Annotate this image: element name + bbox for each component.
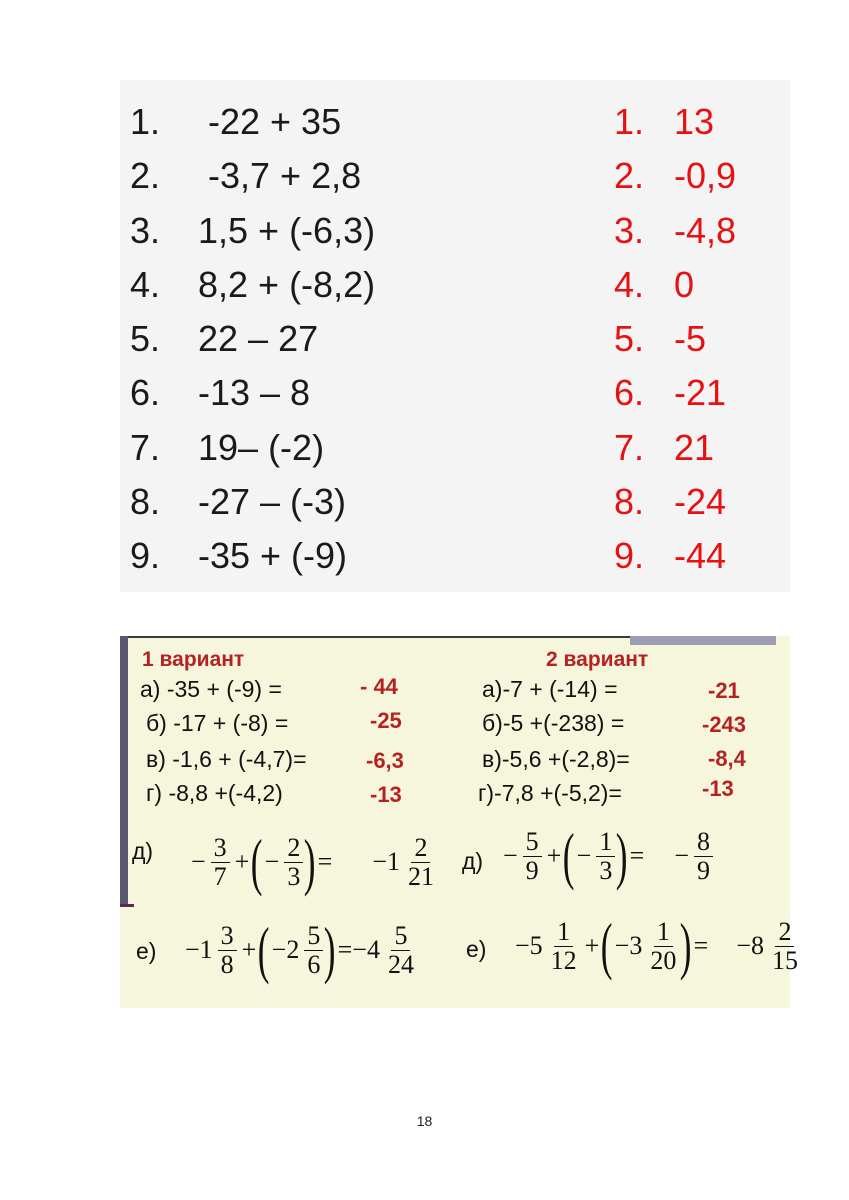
answer-item: 9. -44 <box>614 535 727 577</box>
fraction: $\frac{1}{20}$ <box>650 916 677 975</box>
answer-item: 1. 13 <box>614 101 715 142</box>
v2-task-e-label: е) <box>466 936 487 962</box>
question-item: 8. -27 – (-3) <box>130 481 347 523</box>
v1-task-d-equation: − $\frac{3}{7}$ + ( − $\frac{2}{3}$ ) = −1 $\frac{2}{21}$ <box>188 830 439 894</box>
v1-row-a-answer: - 44 <box>360 674 398 699</box>
variant-1-heading: 1 вариант <box>142 648 245 671</box>
page-number: 18 <box>416 1113 433 1129</box>
v2-row-c-expr: в)-5,6 +(-2,8)= <box>482 746 630 772</box>
v1-task-d-label: д) <box>132 838 154 864</box>
question-list <box>130 95 375 584</box>
v1-row-c-answer: -6,3 <box>366 748 404 773</box>
v2-row-b-expr: б)-5 +(-238) = <box>482 710 625 736</box>
answer-item: 4. 0 <box>614 263 695 305</box>
answer-item: 5. -5 <box>614 318 707 360</box>
fraction: $\frac{3}{7}$ <box>211 834 230 891</box>
fraction: $\frac{1}{3}$ <box>596 828 615 885</box>
v1-task-e-equation: −1 $\frac{3}{8}$ + ( −2 $\frac{5}{6}$ ) =−4 $\frac{5}{24}$ <box>182 918 419 982</box>
v1-row-a-expr: а) -35 + (-9) = <box>140 676 282 702</box>
v2-row-b-answer: -243 <box>702 712 747 737</box>
exercise-panel-top <box>120 80 790 592</box>
fraction: $\frac{3}{8}$ <box>218 922 237 979</box>
fraction: $\frac{2}{21}$ <box>407 832 434 891</box>
answer-item: 2. -0,9 <box>614 155 737 197</box>
v1-row-d-answer: -13 <box>370 782 402 807</box>
v2-row-d-expr: г)-7,8 +(-5,2)= <box>478 780 622 806</box>
fraction: $\frac{5}{24}$ <box>387 920 414 979</box>
v1-row-c-expr: в) -1,6 + (-4,7)= <box>146 746 307 772</box>
v2-row-a-answer: -21 <box>708 678 740 703</box>
fraction: $\frac{2}{3}$ <box>284 834 303 891</box>
question-item: 7. 19– (-2) <box>130 426 325 468</box>
question-item: 1. -22 + 35 <box>130 101 342 142</box>
fraction: $\frac{5}{6}$ <box>304 922 323 979</box>
v1-row-b-answer: -25 <box>370 708 402 733</box>
question-item: 5. 22 – 27 <box>130 318 319 360</box>
v1-row-d-expr: г) -8,8 +(-4,2) <box>146 780 283 806</box>
variant-2-heading: 2 вариант <box>546 648 649 671</box>
question-item: 6. -13 – 8 <box>130 372 311 414</box>
v2-row-c-answer: -8,4 <box>708 746 746 771</box>
v2-row-a-expr: а)-7 + (-14) = <box>482 676 618 702</box>
v1-row-b-expr: б) -17 + (-8) = <box>146 710 289 736</box>
question-item: 2. -3,7 + 2,8 <box>130 155 362 197</box>
fraction: $\frac{8}{9}$ <box>694 828 713 885</box>
answer-item: 6. -21 <box>614 372 727 414</box>
v2-task-d-equation: − $\frac{5}{9}$ + ( − $\frac{1}{3}$ ) = − $\frac{8}{9}$ <box>500 824 715 888</box>
fraction: $\frac{1}{12}$ <box>550 916 577 975</box>
question-item: 3. 1,5 + (-6,3) <box>130 209 376 251</box>
decorative-bar <box>630 636 776 645</box>
v2-task-e-equation: −5 $\frac{1}{12}$ + ( −3 $\frac{1}{20}$ ) = −8 $\frac{2}{15}$ <box>512 914 803 978</box>
decorative-side-bar <box>120 636 128 906</box>
v2-row-d-answer: -13 <box>702 776 734 801</box>
fraction: $\frac{2}{15}$ <box>771 916 798 975</box>
answer-item: 3. -4,8 <box>614 209 737 251</box>
exercise-panel-bottom <box>120 636 798 1008</box>
question-item: 9. -35 + (-9) <box>130 535 348 577</box>
v2-task-d-label: д) <box>462 848 484 874</box>
answer-item: 7. 21 <box>614 426 715 468</box>
fraction: $\frac{5}{9}$ <box>523 828 542 885</box>
answer-item: 8. -24 <box>614 481 727 523</box>
question-item: 4. 8,2 + (-8,2) <box>130 263 376 305</box>
answer-list <box>614 95 736 584</box>
v1-task-e-label: е) <box>136 938 157 964</box>
decorative-mark <box>120 904 134 907</box>
